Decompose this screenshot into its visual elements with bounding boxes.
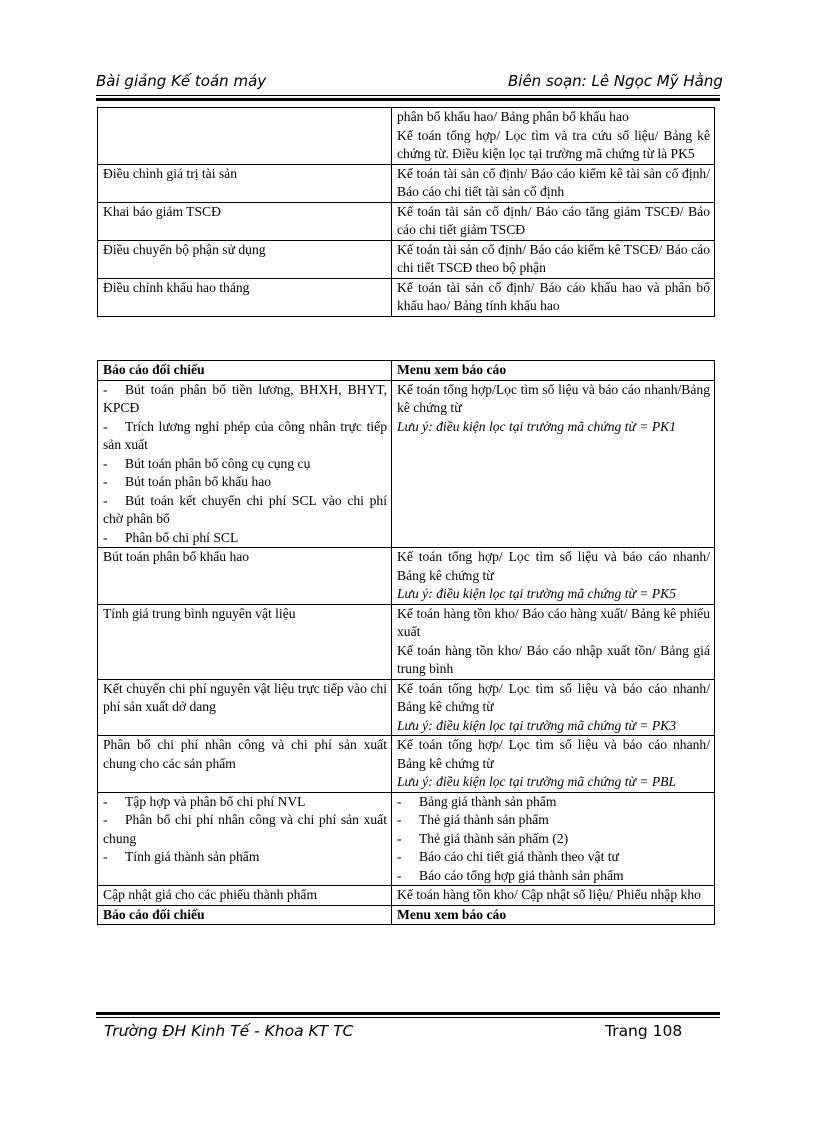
table-row [98, 792, 715, 886]
list-item: - Thẻ giá thành sản phẩm [397, 812, 549, 827]
header-title: Bài giảng Kế toán máy [96, 72, 267, 90]
list-item: - Thẻ giá thành sản phẩm (2) [397, 830, 569, 846]
cell-text: Kế toán tổng hợp/Lọc tìm số liệu và báo cáo nhanh/Bảng kê chứng từ [397, 381, 710, 415]
table-cell: Kế toán tài sản cố định/ Báo cáo tăng giảm TSCĐ/ Báo cáo chi tiết giảm TSCĐ [392, 202, 715, 240]
list-item: - Bút toán phân bổ tiền lương, BHXH, BHYT, KPCĐ [103, 381, 387, 415]
table-cell [392, 108, 715, 165]
table-cell [392, 604, 715, 679]
list-item: - Bút toán kết chuyển chi phí SCL vào chi phí chờ phân bổ [103, 492, 387, 526]
list-item: - Báo cáo chi tiết giá thành theo vật tư [397, 849, 619, 864]
table-cell [98, 108, 392, 165]
list-item: - Phân bổ chi phí nhân công và chi phí sản xuất chung [103, 812, 387, 846]
table-row [98, 679, 715, 736]
table-row [98, 380, 715, 548]
table-cell: Điều chỉnh giá trị tài sản [98, 164, 392, 202]
table-row [98, 240, 715, 278]
table-row [98, 202, 715, 240]
header-rule-thick [96, 98, 720, 101]
table-cell: Tính giá trung bình nguyên vật liệu [98, 604, 392, 679]
table-cell: Kế toán tài sản cố định/ Báo cáo kiểm kê TSCĐ/ Báo cáo chi tiết TSCĐ theo bộ phận [392, 240, 715, 278]
table-row [98, 164, 715, 202]
header-rule-thin [96, 95, 720, 96]
table-cell: Kết chuyển chi phí nguyên vật liệu trực tiếp vào chi phí sản xuất dở dang [98, 679, 392, 736]
table-cell [392, 380, 715, 548]
page-number: Trang 108 [605, 1022, 683, 1040]
cell-note: Lưu ý: điều kiện lọc tại trường mã chứng từ = PK1 [397, 418, 677, 434]
table-cell: Điều chỉnh khấu hao tháng [98, 278, 392, 316]
table-cell: Cập nhật giá cho các phiếu thành phẩm [98, 886, 392, 906]
table-cell: Phân bổ chi phí nhân công và chi phí sản xuất chung cho các sản phẩm [98, 736, 392, 793]
list-item: - Báo cáo tổng hợp giá thành sản phẩm [397, 867, 624, 883]
header-author: Biên soạn: Lê Ngọc Mỹ Hằng [508, 72, 723, 90]
footer-school: Trường ĐH Kinh Tế - Khoa KT TC [104, 1022, 354, 1040]
table-cell: Điều chuyển bộ phận sử dụng [98, 240, 392, 278]
list-item: - Bảng giá thành sản phẩm [397, 793, 557, 809]
table-cell: Kế toán tài sản cố định/ Báo cáo kiểm kê tài sản cố định/ Báo cáo chi tiết tài sản cố định [392, 164, 715, 202]
table-cell: Kế toán tài sản cố định/ Báo cáo khấu hao và phân bổ khấu hao/ Bảng tính khấu hao [392, 278, 715, 316]
cell-text: Kế toán tổng hợp/ Lọc tìm và tra cứu số liệu/ Bảng kê chứng từ. Điều kiện lọc tại trường mã chứng từ là PK5 [397, 127, 710, 161]
cell-note: Lưu ý: điều kiện lọc tại trường mã chứng từ = PK3 [397, 717, 677, 733]
cell-text: Kế toán hàng tồn kho/ Báo cáo nhập xuất tồn/ Bảng giá trung bình [397, 642, 710, 676]
list-item: - Trích lương nghỉ phép của công nhân trực tiếp sản xuất [103, 418, 387, 452]
table-cell: Khai báo giảm TSCĐ [98, 202, 392, 240]
footer-rule-thick [96, 1012, 720, 1015]
cell-text: Kế toán tổng hợp/ Lọc tìm số liệu và báo cáo nhanh/ Bảng kê chứng từ [397, 737, 710, 771]
list-item: - Bút toán phân bổ khấu hao [103, 474, 272, 489]
column-header: Báo cáo đối chiếu [98, 905, 392, 925]
table-header-row [98, 361, 715, 381]
table-cell [392, 679, 715, 736]
table-cell [98, 380, 392, 548]
cell-note: Lưu ý: điều kiện lọc tại trường mã chứng từ = PBL [397, 774, 677, 789]
table-footer-row [98, 905, 715, 925]
list-item: - Tập hợp và phân bổ chi phí NVL [103, 793, 306, 809]
table-cell [392, 736, 715, 793]
table-row [98, 886, 715, 906]
cell-note: Lưu ý: điều kiện lọc tại trường mã chứng từ = PK5 [397, 586, 677, 601]
table-row [98, 548, 715, 605]
column-header: Báo cáo đối chiếu [98, 361, 392, 381]
cell-text: Kế toán tổng hợp/ Lọc tìm số liệu và báo cáo nhanh/ Bảng kê chứng từ [397, 680, 710, 714]
cell-text: Kế toán tổng hợp/ Lọc tìm số liệu và báo cáo nhanh/ Bảng kê chứng từ [397, 549, 710, 583]
table-cell: Kế toán hàng tồn kho/ Cập nhật số liệu/ Phiếu nhập kho [392, 886, 715, 906]
table-cell: Bút toán phân bổ khấu hao [98, 548, 392, 605]
table-cell [392, 792, 715, 886]
table-continued [97, 107, 715, 317]
cell-text: Kế toán hàng tồn kho/ Báo cáo hàng xuất/ Bảng kê phiếu xuất [397, 605, 710, 639]
cell-text: phân bổ khấu hao/ Bảng phân bổ khấu hao [397, 109, 629, 124]
list-item: - Phân bổ chi phí SCL [103, 529, 239, 545]
table-row [98, 108, 715, 165]
table-row [98, 736, 715, 793]
list-item: - Tính giá thành sản phẩm [103, 849, 260, 864]
table-row [98, 604, 715, 679]
column-header: Menu xem báo cáo [392, 361, 715, 381]
column-header: Menu xem báo cáo [392, 905, 715, 925]
list-item: - Bút toán phân bổ công cụ cụng cụ [103, 455, 311, 471]
table-cell [98, 792, 392, 886]
table-reports [97, 360, 715, 925]
table-cell [392, 548, 715, 605]
footer-rule-thin [96, 1017, 720, 1018]
table-row [98, 278, 715, 316]
